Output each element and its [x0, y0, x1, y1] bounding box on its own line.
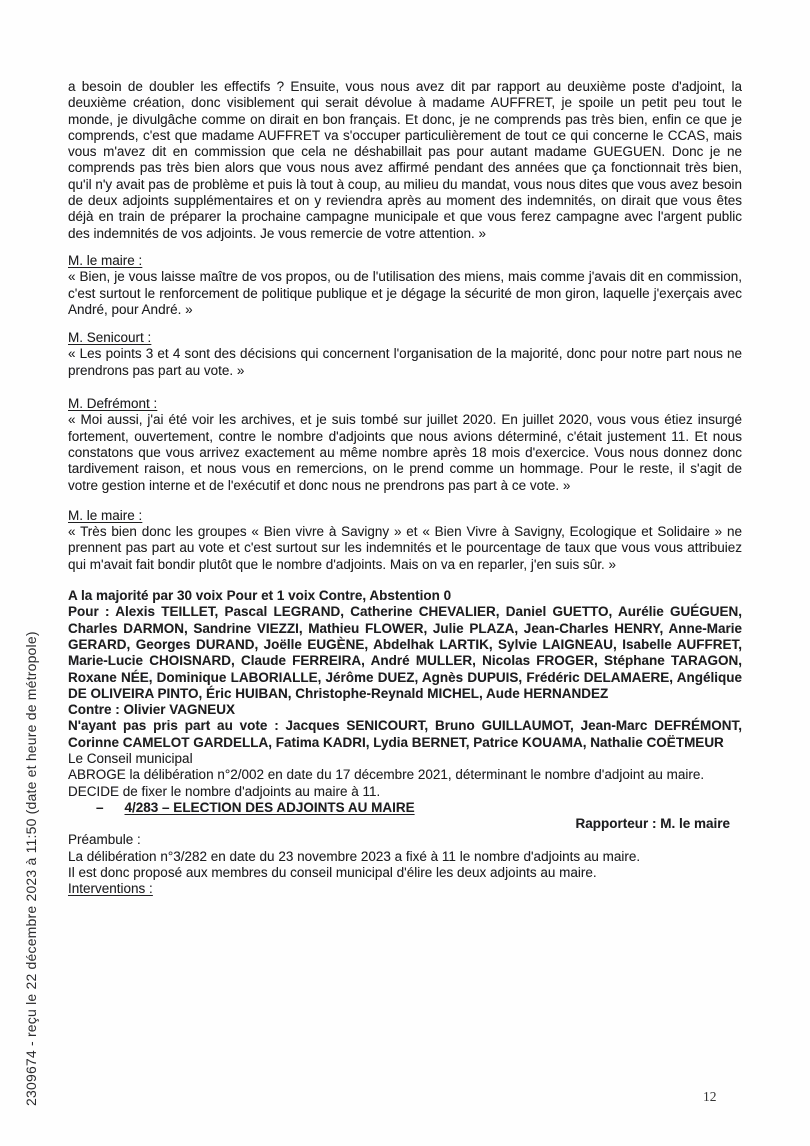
preambule-text: La délibération n°3/282 en date du 23 novembre 2023 a fixé à 11 le nombre d'adjoints au maire.: [68, 848, 641, 864]
vote-result-summary: A la majorité par 30 voix Pour et 1 voix Contre, Abstention 0: [68, 588, 452, 604]
speaker-heading: M. le maire :: [68, 252, 143, 268]
speaker-heading: M. le maire :: [68, 507, 143, 523]
speaker-heading: M. Defrémont :: [68, 396, 158, 412]
speech-quote: « Moi aussi, j'ai été voir les archives, et je suis tombé sur juillet 2020. En juillet 2020, vous vous étiez insurgé fortement, ouvertement, contre le nombre d'adjoints que nous avions déterminé, c'était justement 11. Et nous constatons que vous arrivez exactement au même nombre après 18 mois d'exercice. Vous nous donnez donc tardivement raison, et nous vous en remercions, on le prend comme un hommage. Pour le reste, il s'agit de votre gestion interne et de l'exécutif et donc nous ne prendrons pas part à ce vote. »: [68, 412, 742, 493]
proposal-text: Il est donc proposé aux membres du conseil municipal d'élire les deux adjoints au maire.: [68, 865, 597, 881]
speaker-heading: M. Senicourt :: [68, 330, 152, 346]
speech-block: [68, 330, 742, 379]
speech-block: [68, 396, 742, 494]
council-line: Le Conseil municipal: [68, 750, 193, 766]
vote-contre-list: Contre : Olivier VAGNEUX: [68, 702, 236, 718]
agenda-item-heading: [68, 800, 742, 816]
intro-paragraph: a besoin de doubler les effectifs ? Ensuite, vous nous avez dit par rapport au deuxième poste d'adjoint, la deuxième création, donc visiblement qui serait dévolue à madame AUFFRET, je spoile un petit peu tout le monde, je divulgâche comme on dirait en bon français. Et donc, je ne comprends pas très bien, enfin ce que je comprends, c'est que madame AUFFRET va s'occuper particulièrement de tout ce qui concerne le CCAS, mais vous m'avez dit en commission que cela ne déshabillait pas pour autant madame GUEGUEN. Donc je ne comprends pas très bien alors que vous nous avez affirmé pendant des années que ça fonctionnait très bien, qu'il n'y avait pas de problème et puis là tout à coup, au milieu du mandat, vous nous dites que vous avez besoin de deux adjoints supplémentaires et on y reviendra après au moment des indemnités, on dirait que vous êtes déjà en train de préparer la prochaine campagne municipale et que vous ferez campagne avec l'argent public des indemnités de vos adjoints. Je vous remercie de votre attention. »: [68, 79, 742, 241]
vote-no-vote-list: N'ayant pas pris part au vote : Jacques SENICOURT, Bruno GUILLAUMOT, Jean-Marc DEFRÉMONT, Corinne CAMELOT GARDELLA, Fatima KADRI, Lydia BERNET, Patrice KOUAMA, Nathalie COËTMEUR: [68, 718, 742, 750]
decide-line: DECIDE de fixer le nombre d'adjoints au maire à 11.: [68, 783, 381, 799]
page-number: 12: [703, 1089, 717, 1104]
preambule-label: Préambule :: [68, 832, 141, 848]
vote-pour-list: Pour : Alexis TEILLET, Pascal LEGRAND, Catherine CHEVALIER, Daniel GUETTO, Aurélie GUÉGUEN, Charles DARMON, Sandrine VIEZZI, Mathieu FLOWER, Julie PLAZA, Jean-Charles HENRY, Anne-Marie GERARD, Georges DURAND, Joëlle EUGÈNE, Abdelhak LARTIK, Sylvie LAIGNEAU, Isabelle AUFFRET, Marie-Lucie CHOISNARD, Claude FERREIRA, André MULLER, Nicolas FROGER, Stéphane TARAGON, Roxane NÉE, Dominique LABORIALLE, Jérôme DUEZ, Agnès DUPUIS, Frédéric DELAMAERE, Angélique DE OLIVEIRA PINTO, Éric HUIBAN, Christophe-Reynald MICHEL, Aude HERNANDEZ: [68, 604, 742, 701]
speech-quote: « Les points 3 et 4 sont des décisions qui concernent l'organisation de la majorité, donc pour notre part nous ne prendrons pas part au vote. »: [68, 346, 742, 378]
agenda-item-title: 4/283 – ELECTION DES ADJOINTS AU MAIRE: [124, 799, 415, 815]
speech-block: [68, 253, 742, 318]
agenda-item-dash: –: [96, 799, 104, 815]
speech-block: [68, 508, 742, 573]
abroge-line: ABROGE la délibération n°2/002 en date du 17 décembre 2021, déterminant le nombre d'adjoint au maire.: [68, 767, 705, 783]
document-body: [68, 79, 742, 898]
vote-result-block: [68, 588, 742, 751]
rapporteur-line: Rapporteur : M. le maire: [575, 816, 730, 832]
speech-quote: « Bien, je vous laisse maître de vos propos, ou de l'utilisation des miens, mais comme j'avais dit en commission, c'est surtout le renforcement de politique publique et je dégage la sécurité de mon giron, laquelle j'exerçais avec André, pour André. »: [68, 269, 742, 317]
reception-stamp-vertical-text: 2309674 - reçu le 22 décembre 2023 à 11:50 (date et heure de métropole): [23, 631, 39, 1106]
interventions-heading: Interventions :: [68, 881, 153, 897]
speech-quote: « Très bien donc les groupes « Bien vivre à Savigny » et « Bien Vivre à Savigny, Ecologique et Solidaire » ne prennent pas part au vote et c'est surtout sur les indemnités et le pourcentage de taux que vous vous attribuiez qui m'avait fait bondir plutôt que le nombre d'adjoints. Mais on va en reparler, j'en suis sûr. »: [68, 524, 742, 572]
